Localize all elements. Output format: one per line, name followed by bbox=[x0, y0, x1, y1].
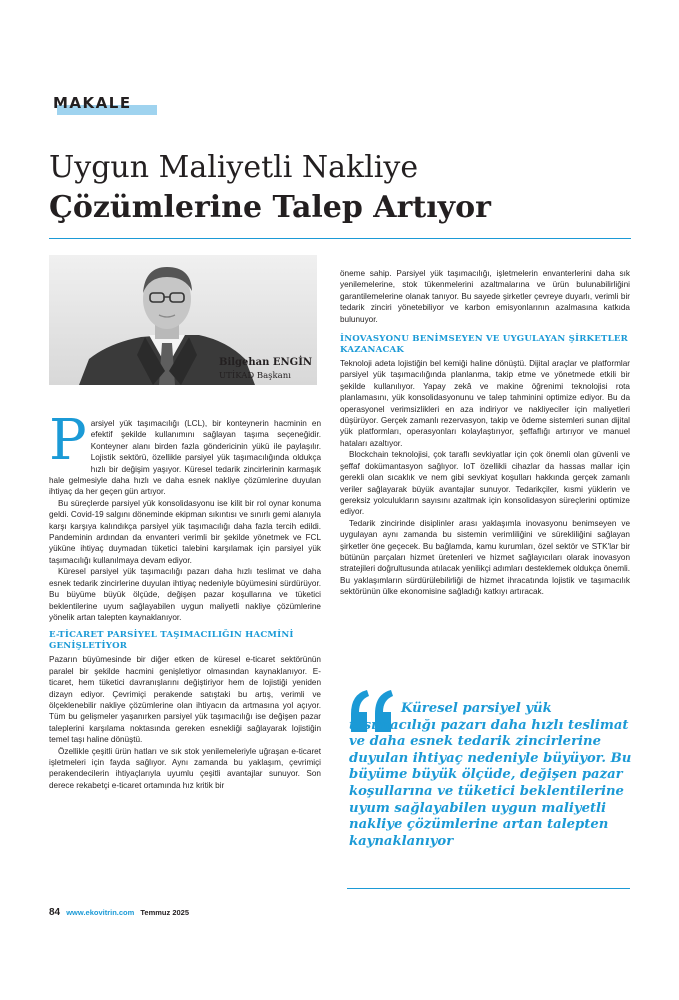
page-number: 84 bbox=[49, 907, 61, 918]
col1-paragraph-3: Küresel parsiyel yük taşımacılığı pazarı daha hızlı teslimat ve daha esnek tedarik zincirlerine duyulan ihtiyaç nedeniyle büyümesini sürdürüyor. Bu büyüme büyük ölçüde, değişen pazar koşullarına ve tüketici beklentilerine uyum sağlayabilen uygun maliyetli nakliye çözümlerine yönelik artan talepten kaynaklanıyor. bbox=[49, 567, 321, 622]
issue-date: Temmuz 2025 bbox=[140, 908, 190, 917]
col1-paragraph-5: Özellikle çeşitli ürün hatları ve sık stok yenilemeleriyle uğraşan e-ticaret işletmeleri için fayda sağlıyor. Aynı zamanda bu yaklaşım, çevrimiçi perakendecilerin ihtiyaçlarıyla uyumlu çeşitli avantajlar sunuyor. Son derece rekabetçi e-ticaret ortamında hız kritik bir bbox=[49, 746, 321, 790]
page-footer bbox=[49, 907, 189, 919]
col1-paragraph-2: Bu süreçlerde parsiyel yük konsolidasyonu ise kilit bir rol oynar konuma geldi. Covid-19 salgını döneminde ekipman sıkıntısı ve sınırlı gemi alanıyla karşı karşıya kalındıkça parsiyel yük taşımacılığı daha fazla tercih edildi. Pandeminin ardından da envanteri verimli bir şekilde yönetmek ve FCL yüküne ihtiyaç duymadan tüketici talebini karşılamak için parsiyel yük taşımacılığı kullanılmaya devam ediyor. bbox=[49, 498, 321, 565]
col2-subheading: İNOVASYONU BENİMSEYEN VE UYGULAYAN ŞİRKETLER KAZANACAK bbox=[340, 334, 628, 356]
drop-cap: P bbox=[49, 408, 87, 473]
author-role: UTİKAD Başkanı bbox=[219, 371, 291, 381]
section-tag: MAKALE bbox=[49, 95, 139, 117]
title-divider bbox=[49, 238, 631, 239]
col2-paragraph-2: Teknoloji adeta lojistiğin bel kemiği haline dönüştü. Dijital araçlar ve platformlar parsiyel yük taşımacılığında planlanma, takip etme ve yönetmede etkili bir şekilde kullanılıyor. Yapay zekâ ve makine öğrenimi teknolojisi rota planlamasını, yük konsolidasyonunu ve talep tahminini optimize ediyor. Bu da operasyonel verimsizlikleri en aza indiriyor ve nakliyeciler için maliyetleri düşürüyor. Gerçek zamanlı rezervasyon, takip ve ödeme sistemleri sunan dijital yük platformları, operasyonları kolaylaştırıyor, şeffaflığı artırıyor ve manuel hataları azaltıyor. bbox=[340, 359, 630, 448]
article-column-1 bbox=[49, 408, 321, 791]
col1-paragraph-1 bbox=[49, 408, 321, 498]
headline-line-2: Çözümlerine Talep Artıyor bbox=[49, 190, 491, 225]
headline-line-1: Uygun Maliyetli Nakliye bbox=[49, 150, 419, 185]
col1-paragraph-4: Pazarın büyümesinde bir diğer etken de küresel e-ticaret sektörünün paralel bir şekilde hacmini genişletiyor olmasından kaynaklanıyor. E-ticaret, hem tüketici davranışlarını değiştiriyor hem de lojistiği yeniden dizayn ediyor. Çevrimiçi perakende satıştaki bu artış, verimli ve ölçeklenebilir nakliye çözümlerine olan ihtiyacın da artmasına yol açıyor. Tüm bu gelişmeler yaşanırken parsiyel yük taşımacılığı ise değişen pazar taleplerini karşılama noktasında gereken esnekliği sağlayarak lojistiğin temel taşı haline dönüştü. bbox=[49, 655, 321, 745]
col1-paragraph-1-text: arsiyel yük taşımacılığı (LCL), bir konteynerin hacminin en efektif şekilde kullanımını sağlayan taşıma seçeneğidir. Konteyner alanı birden fazla göndericinin yükü ile paylaşılır. Lojistik sektörü, özellikle parsiyel yük taşımacılığında oldukça hızlı bir değişim yaşıyor. Küresel tedarik zincirlerinin karmaşık hale gelmesiyle daha hızlı ve daha esnek nakliye çözümlerine duyulan ihtiyaç da her geçen gün artıyor. bbox=[49, 419, 321, 497]
author-name: Bilgehan ENGİN bbox=[219, 357, 313, 368]
col2-paragraph-1: öneme sahip. Parsiyel yük taşımacılığı, işletmelerin envanterlerini daha sık yenilemelerine, stok tükenmelerini azaltmalarına ve ürün bulunabilirliğini garantilemelerine olanak tanıyor. Bu sayede şirketler çevreye duyarlı, verimli bir tedarik zinciri yönetebiliyor ve karbon emisyonlarının azalmasına katkıda bulunuyor. bbox=[340, 269, 630, 324]
article-column-2 bbox=[340, 268, 630, 598]
pull-quote: Küresel parsiyel yük taşımacılığı pazarı daha hızlı teslimat ve daha esnek tedarik zincirlerine duyulan ihtiyaç nedeniyle büyüyor. Bu büyüme büyük ölçüde, değişen pazar koşullarına ve tüketici beklentilerine uyum sağlayabilen uygun maliyetli nakliye çözümlerine artan talepten kaynaklanıyor bbox=[349, 701, 632, 849]
col1-subheading: E-TİCARET PARSİYEL TAŞIMACILIĞIN HACMİNİ GENİŞLETİYOR bbox=[49, 630, 294, 652]
website-link[interactable]: www.ekovitrin.com bbox=[66, 908, 135, 917]
col2-paragraph-3: Blockchain teknolojisi, çok taraflı sevkiyatlar için çok önemli olan güvenli ve şeffaf dokümantasyon sağlıyor. IoT özellikli cihazlar da hassas mallar için gerekli olan sıcaklık ve nem gibi sevkiyat koşulları hakkında gerçek zamanlı veriler sağlayarak büyük avantajlar sunuyor. Tedarikçiler, kısmi yüklerin ve gereksiz yolculukların sayısını azaltmak için konsolidasyon süreçlerini optimize ediyor. bbox=[340, 450, 630, 517]
article-headline bbox=[49, 148, 649, 228]
col2-paragraph-4: Tedarik zincirinde disiplinler arası yaklaşımla inovasyonu benimseyen ve uygulayan aynı zamanda bu sistemin verimliliğini ve sürekliliğini sağlayan şirketler öne geçecek. Bu bağlamda, kamu kurumları, özel sektör ve STK'lar bir bütünün parçaları hizmet üretenleri ve hizmet sağlayıcıları olarak inovasyon stratejileri doğrultusunda atılacak yenilikçi adımları desteklemek oldukça önemli. Bu yaklaşımların sürdürülebilirliği de hizmet ihracatında lojistik ve taşımacılık sektörünün ülke ekonomisine sağladığı katkıyı artıracak. bbox=[340, 518, 630, 597]
quote-divider bbox=[347, 888, 630, 889]
